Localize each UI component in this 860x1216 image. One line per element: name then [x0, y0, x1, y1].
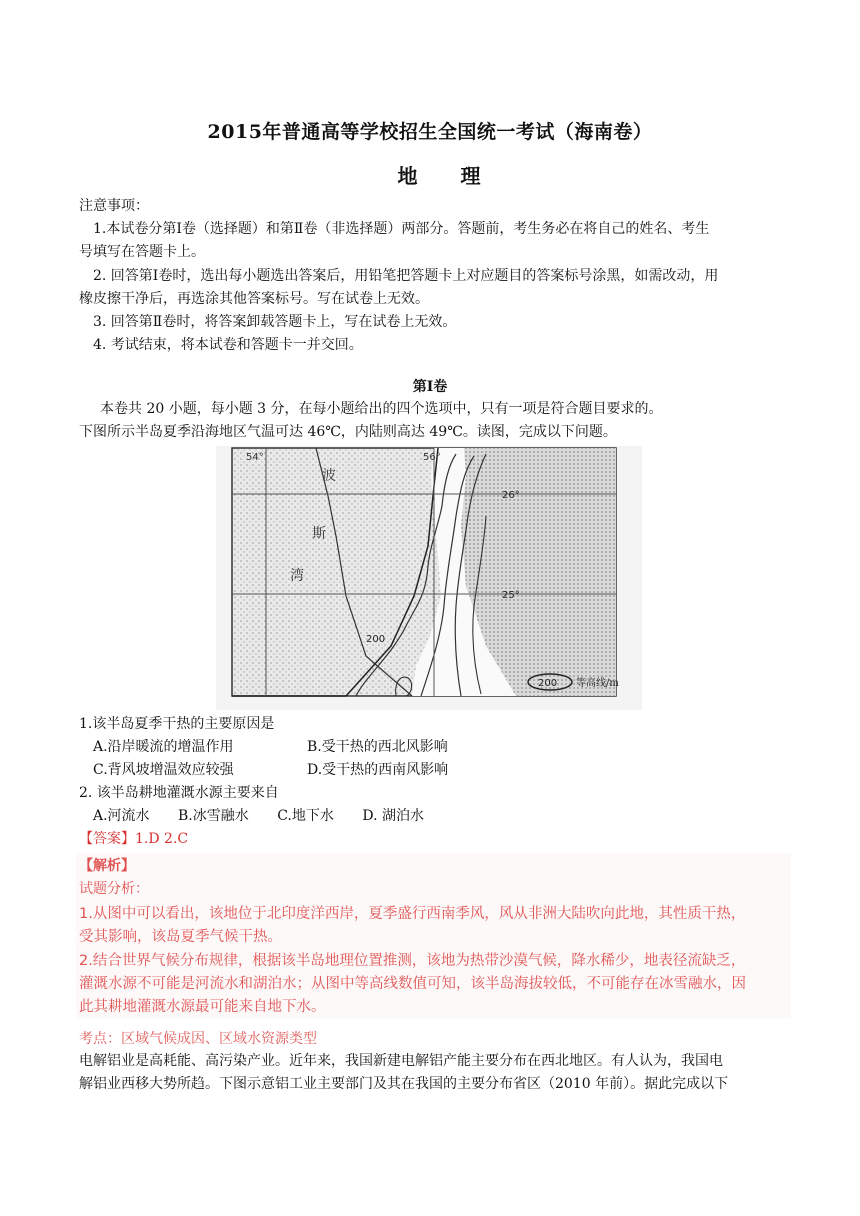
section-title: 第Ⅰ卷: [412, 379, 448, 395]
next-question-text-cont: 解铝业西移大势所趋。下图示意铝工业主要部门及其在我国的主要分布省区（2010 年前）。据此完成以下: [79, 1076, 729, 1092]
analysis-p1-cont: 受其影响，该岛夏季气候干热。: [79, 929, 282, 945]
exam-title: 2015年普通高等学校招生全国统一考试（海南卷）: [207, 121, 653, 143]
q1-option-d: D.受干热的西南风影响: [307, 762, 449, 778]
analysis-heading: 【解析】: [79, 858, 135, 874]
question-stem: 下图所示半岛夏季沿海地区气温可达 46℃，内陆则高达 49℃。读图，完成以下问题。: [79, 424, 617, 440]
key-points: 考点：区域气候成因、区域水资源类型: [79, 1031, 317, 1047]
q2-option-a: A.河流水: [93, 808, 150, 824]
analysis-subheading: 试题分析：: [79, 881, 149, 897]
notice-item-2-cont: 橡皮擦干净后，再选涂其他答案标号。写在试卷上无效。: [79, 291, 429, 307]
lon-label-left: 54°: [246, 452, 264, 463]
q1-option-c: C.背风坡增温效应较强: [93, 762, 234, 778]
sea-char-2: 斯: [312, 526, 326, 542]
lat-label-bottom: 25°: [502, 590, 520, 601]
q2-option-c: C.地下水: [277, 808, 334, 824]
legend-value: 200: [538, 678, 558, 689]
notice-item-3: 3. 回答第Ⅱ卷时，将答案卸载答题卡上，写在试卷上无效。: [93, 314, 457, 330]
analysis-p1: 1.从图中可以看出，该地位于北印度洋西岸，夏季盛行西南季风，风从非洲大陆吹向此地，其性质干热，: [79, 906, 746, 922]
question-1: 1.该半岛夏季干热的主要原因是: [79, 716, 275, 732]
contour-label: 200: [366, 634, 386, 645]
lat-label-top: 26°: [502, 490, 520, 501]
question-2: 2. 该半岛耕地灌溉水源主要来自: [79, 785, 279, 801]
q2-options: [93, 806, 448, 826]
q1-option-b: B.受干热的西北风影响: [307, 739, 448, 755]
notice-item-1-cont: 号填写在答题卡上。: [79, 244, 205, 260]
next-question-text: 电解铝业是高耗能、高污染产业。近年来，我国新建电解铝产能主要分布在西北地区。有人认为，我国电: [79, 1053, 723, 1069]
analysis-p2-cont: 灌溉水源不可能是河流水和湖泊水；从图中等高线数值可知，该半岛海拔较低，不可能存在冰雪融水，因: [79, 976, 746, 992]
subject-title: 地 理: [397, 164, 499, 188]
notice-item-2: 2. 回答第Ⅰ卷时，选出每小题选出答案后，用铅笔把答题卡上对应题目的答案标号涂黑，如需改动，用: [93, 268, 719, 284]
notice-heading: 注意事项：: [79, 198, 149, 214]
answer-line: 【答案】1.D 2.C: [79, 831, 189, 847]
legend-label: 等高线/m: [576, 678, 619, 689]
notice-item-4: 4. 考试结束，将本试卷和答题卡一并交回。: [93, 337, 363, 353]
peninsula-map: [216, 446, 642, 710]
notice-item-1: 1.本试卷分第Ⅰ卷（选择题）和第Ⅱ卷（非选择题）两部分。答题前，考生务必在将自己的姓名、考生: [93, 221, 710, 237]
section-intro: 本卷共 20 小题，每小题 3 分，在每小题给出的四个选项中，只有一项是符合题目要求的。: [100, 401, 663, 417]
sea-char-3: 湾: [290, 568, 304, 584]
q2-option-d: D. 湖泊水: [362, 808, 424, 824]
sea-char-1: 波: [322, 468, 336, 484]
analysis-p2-cont2: 此其耕地灌溉水源最可能来自地下水。: [79, 999, 326, 1015]
lon-label-right: 56°: [423, 452, 441, 463]
analysis-p2: 2.结合世界气候分布规律，根据该半岛地理位置推测，该地为热带沙漠气候，降水稀少，地表径流缺乏，: [79, 953, 746, 969]
q1-option-a: A.沿岸暖流的增温作用: [93, 739, 234, 755]
q2-option-b: B.冰雪融水: [178, 808, 249, 824]
